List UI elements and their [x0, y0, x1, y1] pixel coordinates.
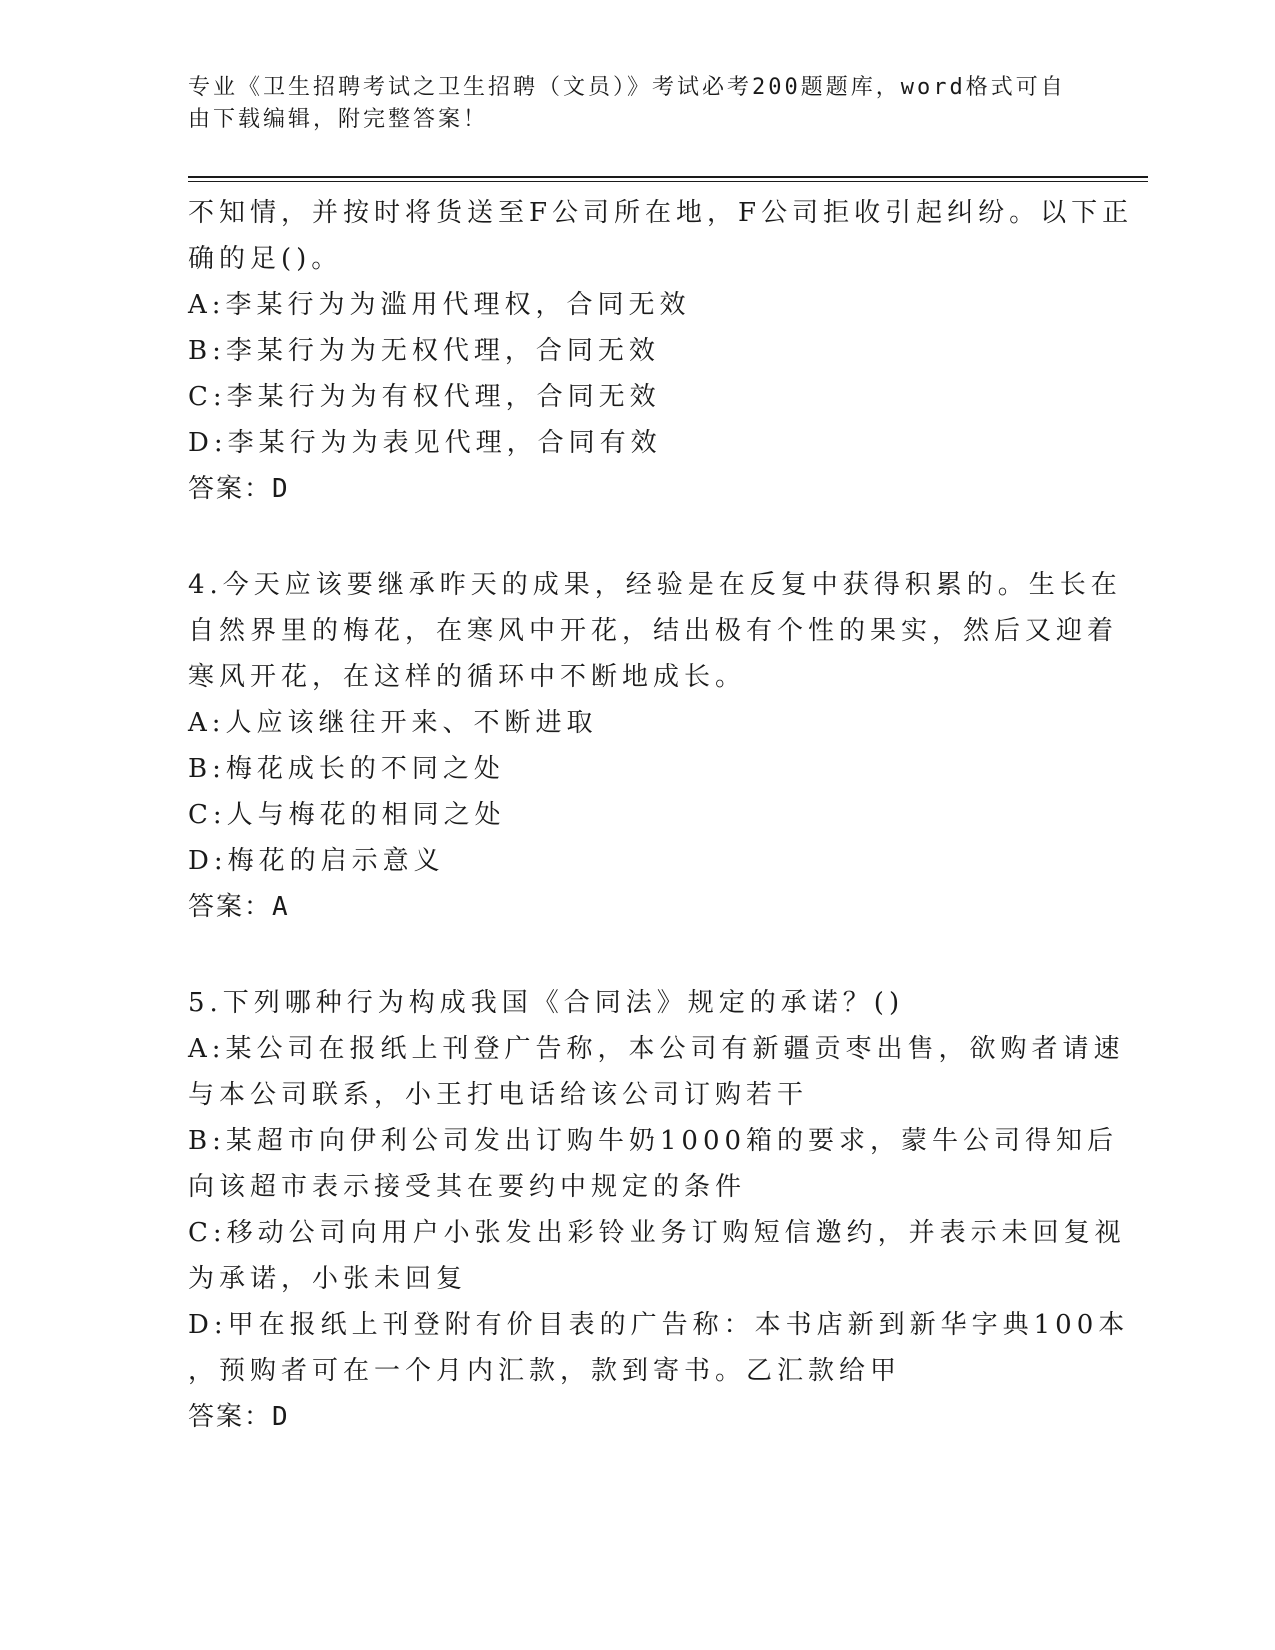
option-d-cont: ，预购者可在一个月内汇款，款到寄书。乙汇款给甲	[188, 1356, 902, 1386]
answer-line	[188, 884, 1088, 930]
answer-label: 答案：	[188, 1402, 273, 1432]
option-c: C:人与梅花的相同之处	[188, 800, 506, 830]
header-line-1: 专业《卫生招聘考试之卫生招聘（文员）》考试必考200题题库，word格式可自	[188, 75, 1066, 100]
option-a-cont: 与本公司联系，小王打电话给该公司订购若干	[188, 1080, 809, 1110]
question-stem: 自然界里的梅花，在寒风中开花，结出极有个性的果实，然后又迎着	[188, 616, 1119, 646]
header-line-2: 由下载编辑，附完整答案！	[188, 107, 489, 132]
document-body	[188, 190, 1134, 1490]
option-a: A:李某行为为滥用代理权，合同无效	[188, 290, 691, 320]
answer-value: A	[272, 892, 290, 922]
answer-label: 答案：	[188, 474, 273, 504]
question-5	[188, 980, 1130, 1440]
header-divider	[188, 176, 1148, 182]
answer-value: D	[272, 474, 290, 504]
page-header	[188, 72, 1088, 136]
question-stem: 寒风开花，在这样的循环中不断地成长。	[188, 662, 747, 692]
option-c: C:移动公司向用户小张发出彩铃业务订购短信邀约，并表示未回复视	[188, 1218, 1126, 1248]
question-stem: 5.下列哪种行为构成我国《合同法》规定的承诺？()	[188, 988, 905, 1018]
option-d: D:梅花的启示意义	[188, 846, 445, 876]
option-c: C:李某行为为有权代理，合同无效	[188, 382, 661, 412]
option-b: B:梅花成长的不同之处	[188, 754, 505, 784]
question-stem: 不知情，并按时将货送至F公司所在地，F公司拒收引起纠纷。以下正	[188, 198, 1134, 228]
option-c-cont: 为承诺，小张未回复	[188, 1264, 468, 1294]
question-3	[188, 190, 1134, 512]
option-a: A:人应该继往开来、不断进取	[188, 708, 598, 738]
question-stem: 4.今天应该要继承昨天的成果，经验是在反复中获得积累的。生长在	[188, 570, 1122, 600]
answer-line	[188, 466, 1088, 512]
option-b: B:某超市向伊利公司发出订购牛奶1000箱的要求，蒙牛公司得知后	[188, 1126, 1119, 1156]
option-d: D:甲在报纸上刊登附有价目表的广告称：本书店新到新华字典100本	[188, 1310, 1130, 1340]
option-a: A:某公司在报纸上刊登广告称，本公司有新疆贡枣出售，欲购者请速	[188, 1034, 1125, 1064]
option-d: D:李某行为为表见代理，合同有效	[188, 428, 662, 458]
question-stem: 确的足()。	[188, 244, 343, 274]
answer-value: D	[272, 1402, 290, 1432]
answer-label: 答案：	[188, 892, 273, 922]
option-b-cont: 向该超市表示接受其在要约中规定的条件	[188, 1172, 747, 1202]
question-4	[188, 562, 1122, 930]
answer-line	[188, 1394, 1088, 1440]
option-b: B:李某行为为无权代理，合同无效	[188, 336, 660, 366]
